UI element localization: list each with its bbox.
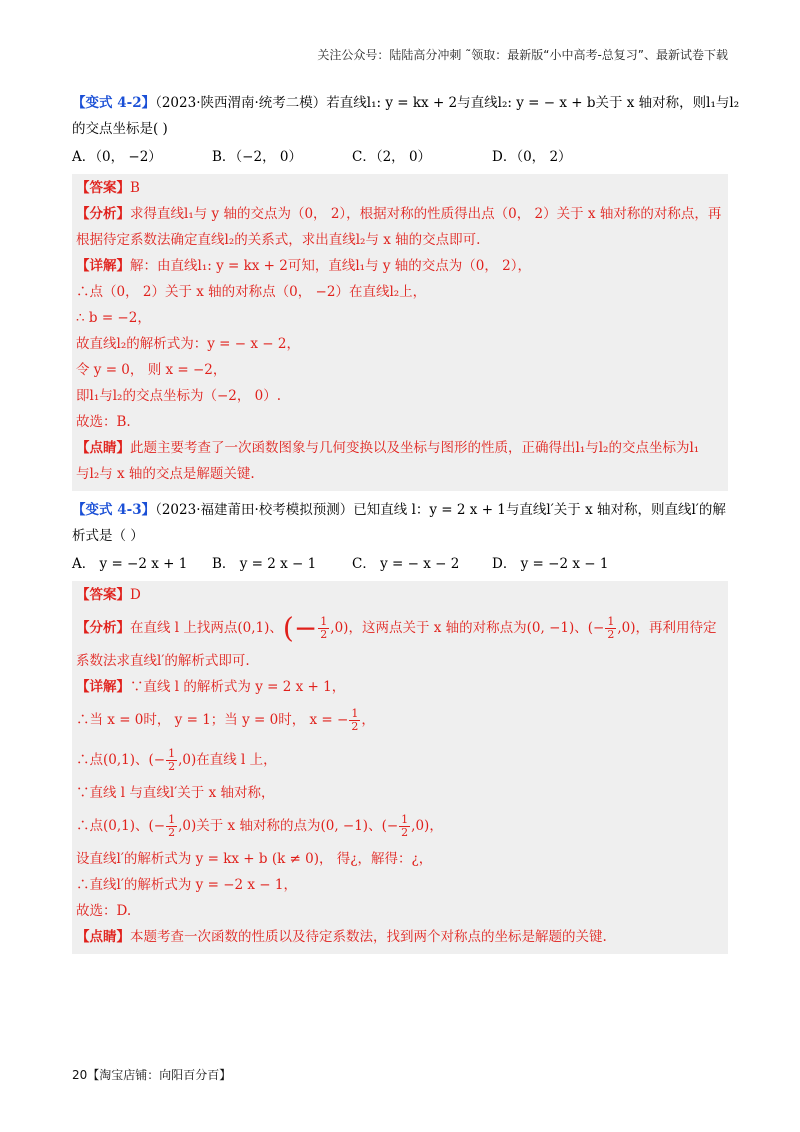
answer-value: D <box>130 587 141 603</box>
analysis-text-cont: 系数法求直线l′的解析式即可. <box>76 653 250 669</box>
comment-text: 此题主要考查了一次函数图象与几何变换以及坐标与图形的性质，正确得出l₁与l₂的交点坐标为l₁ <box>130 440 700 456</box>
question-4-3 <box>72 497 728 954</box>
solution-block <box>72 581 728 954</box>
detail-line: ∴当 x = 0时， y = 1；当 y = 0时， x = − $\frac{1}{2}$ ， <box>76 707 375 733</box>
option-c: C． y = − x − 2 <box>352 556 460 572</box>
option-d: D． y = −2 x − 1 <box>492 556 609 572</box>
detail-line: ∵直线 l 与直线l′关于 x 轴对称， <box>76 785 275 801</box>
detail-line: 故直线l₂的解析式为：y = − x − 2， <box>76 336 300 352</box>
option-a: A． y = −2 x + 1 <box>72 556 188 572</box>
option-b: B．（−2， 0） <box>212 149 302 165</box>
analysis-tag: 【分析】 <box>76 620 130 636</box>
options-row <box>72 549 728 579</box>
question-stem: （2023·陕西渭南·统考二模）若直线l₁: y = kx + 2与直线l₂: y = − x + b关于 x 轴对称，则l₁与l₂ <box>155 95 740 111</box>
question-tag: 【变式 4-2】 <box>72 95 156 111</box>
option-a: A．（0， −2） <box>72 149 162 165</box>
comment-text: 本题考查一次函数的性质以及待定系数法，找到两个对称点的坐标是解题的关键. <box>130 929 607 945</box>
answer-tag: 【答案】 <box>76 587 130 603</box>
fraction: $\frac{1}{2}$ <box>168 747 176 773</box>
question-stem-cont: 析式是（ ） <box>72 528 144 544</box>
option-b: B． y = 2 x − 1 <box>212 556 317 572</box>
detail-line: ∴点（0， 2）关于 x 轴的对称点（0， −2）在直线l₂上， <box>76 284 427 300</box>
options-row <box>72 142 728 172</box>
detail-line: ∴点(0,1)、(− $\frac{1}{2}$ ,0)关于 x 轴对称的点为(0, −1)、(− $\frac{1}{2}$ ,0)， <box>76 813 443 839</box>
detail-line: ∵直线 l 的解析式为 y = 2 x + 1， <box>130 679 346 695</box>
comment-tag: 【点睛】 <box>76 929 130 945</box>
fraction: $\frac{1}{2}$ <box>401 813 409 839</box>
detail-line: 解：由直线l₁: y = kx + 2可知，直线l₁与 y 轴的交点为（0， 2）， <box>130 258 532 274</box>
analysis-text: ，这两点关于 x 轴的对称点为(0, −1)、 <box>348 620 588 636</box>
fraction: $\frac{1}{2}$ <box>168 813 176 839</box>
fraction: $\frac{1}{2}$ <box>320 615 328 641</box>
page-header: 关注公众号：陆陆高分冲刺 ˜领取：最新版“小中高考-总复习”、最新试卷下载 <box>317 48 728 62</box>
detail-tag: 【详解】 <box>76 258 130 274</box>
analysis-text-cont: 根据待定系数法确定直线l₂的关系式，求出直线l₂与 x 轴的交点即可. <box>76 232 481 248</box>
detail-line: ∴ b = −2， <box>76 310 151 326</box>
answer-tag: 【答案】 <box>76 180 130 196</box>
detail-line: 故选：B. <box>76 414 131 430</box>
solution-block <box>72 174 728 491</box>
detail-line: ∴点(0,1)、(− $\frac{1}{2}$ ,0)在直线 l 上， <box>76 747 277 773</box>
analysis-text: 在直线 l 上找两点(0,1)、 <box>130 620 283 636</box>
document-body <box>72 90 740 960</box>
question-tag: 【变式 4-3】 <box>72 502 156 518</box>
shop-label: 【淘宝店铺：向阳百分百】 <box>87 1068 232 1082</box>
analysis-text: ，再利用待定 <box>635 620 717 636</box>
page-footer <box>72 1066 231 1083</box>
question-stem: （2023·福建莆田·校考模拟预测）已知直线 l：y = 2 x + 1与直线l′关于 x 轴对称，则直线l′的解 <box>155 502 726 518</box>
option-d: D．（0， 2） <box>492 149 572 165</box>
comment-tag: 【点睛】 <box>76 440 130 456</box>
fraction: $\frac{1}{2}$ <box>607 615 615 641</box>
question-stem-cont: 的交点坐标是( ) <box>72 121 168 137</box>
analysis-text: 求得直线l₁与 y 轴的交点为（0， 2），根据对称的性质得出点（0， 2）关于 x 轴对称的对称点，再 <box>130 206 722 222</box>
point-fraction: (− <box>282 611 318 645</box>
answer-value: B <box>130 180 140 196</box>
detail-line: 即l₁与l₂的交点坐标为（−2， 0）. <box>76 388 282 404</box>
detail-line: ∴直线l′的解析式为 y = −2 x − 1， <box>76 877 297 893</box>
option-c: C．（2， 0） <box>352 149 432 165</box>
detail-line: 故选：D. <box>76 903 132 919</box>
analysis-tag: 【分析】 <box>76 206 130 222</box>
detail-tag: 【详解】 <box>76 679 130 695</box>
question-4-2 <box>72 90 740 491</box>
fraction: $\frac{1}{2}$ <box>351 707 359 733</box>
page-number: 20 <box>72 1068 88 1082</box>
detail-line: 令 y = 0， 则 x = −2， <box>76 362 227 378</box>
detail-line: 设直线l′的解析式为 y = kx + b (k ≠ 0)， 得¿，解得：¿， <box>76 851 433 867</box>
comment-text-cont: 与l₂与 x 轴的交点是解题关键. <box>76 466 255 482</box>
analysis-line: 【分析】在直线 l 上找两点(0,1)、(− $\frac{1}{2}$ ,0)，这两点关于 x 轴的对称点为(0, −1)、(− $\frac{1}{2}$ ,0)，再利用待定 <box>76 611 717 645</box>
